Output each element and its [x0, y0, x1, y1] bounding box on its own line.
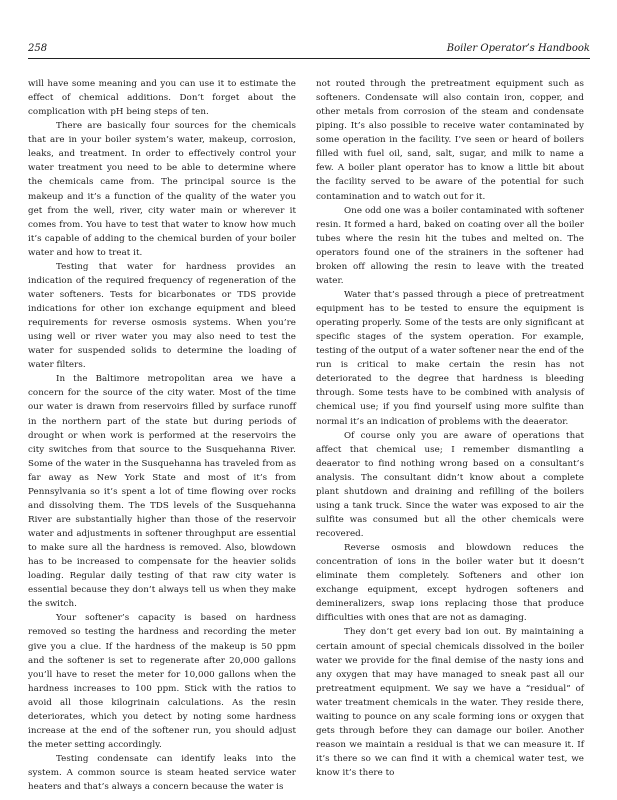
paragraph-continued: will have some meaning and you can use it to estimate the effect of chemical additions. Don’t forget about the complication with pH being steps of ten. — [28, 79, 296, 118]
paragraph-deaerator-story: Of course only you are aware of operations that affect that chemical use; I remember dismantling a deaerator to find nothing wrong based on a consultant’s analysis. The consultant didn’t know about a complete plant shutdown and draining and refilling of the boilers using a tank truck. Since the water was exposed to air the sulfite was consumed but all the other chemicals were recovered. — [316, 430, 584, 539]
paragraph-pretreatment-testing: Water that’s passed through a piece of pretreatment equipment has to be tested to ensure the equipment is operating properly. Some of the tests are only significant at specific stages of the system operation. For example, testing of the output of a water softener near the end of the run is critical to make certain the resin has not deteriorated to the degree that hardness is bleeding through. Some tests have to be combined with analysis of chemical use; if you find yourself using more sulfite than normal it’s an indication of problems with the deaerator. — [316, 289, 584, 427]
paragraph-continued: not routed through the pretreatment equipment such as softeners. Condensate will also contain iron, copper, and other metals from corrosion of the steam and condensate piping. It’s also possible to receive water contaminated by some operation in the facility. I’ve seen or heard of boilers filled with fuel oil, sand, salt, sugar, and milk to name a few. A boiler plant operator has to know a little bit about the facility served to be aware of the potential for such contamination and to watch out for it. — [316, 79, 584, 202]
header-rule — [28, 58, 590, 59]
right-column — [316, 77, 584, 782]
paragraph-softener-capacity: Your softener’s capacity is based on hardness removed so testing the hardness and recording the meter give you a clue. If the hardness of the makeup is 50 ppm and the softener is set to regenerate after 20,000 gallons you’ll have to reset the meter for 10,000 gallons when the hardness increases to 100 ppm. Stick with the ratios to avoid all those kilogrinain calculations. As the resin deteriorates, which you detect by noting some hardness increase at the end of the softener run, you should adjust the meter setting accordingly. — [28, 613, 296, 750]
left-column — [28, 77, 296, 793]
page-number: 258 — [28, 43, 48, 54]
paragraph-condensate-testing: Testing condensate can identify leaks into the system. A common source is steam heated service water heaters and that’s always a concern because the water is — [28, 754, 296, 793]
paragraph-baltimore-water: In the Baltimore metropolitan area we have a concern for the source of the city water. Most of the time our water is drawn from reservoirs filled by surface runoff in the northern part of the state but during periods of drought or when work is performed at the reservoirs the city switches from that source to the Susquehanna River. Some of the water in the Susquehanna has traveled from as far away as New York State and most of it’s from Pennsylvania so it’s spent a lot of time flowing over rocks and dissolving them. The TDS levels of the Susquehanna River are substantially higher than those of the reservoir water and adjustments in softener throughput are essential to make sure all the hardness is removed. Also, blowdown has to be increased to compensate for the heavier solids loading. Regular daily testing of that raw city water is essential because they don’t always tell us when they make the switch. — [28, 374, 296, 610]
paragraph-residual: They don’t get every bad ion out. By maintaining a certain amount of special chemicals dissolved in the boiler water we provide for the final demise of the nasty ions and any oxygen that may have managed to sneak past all our pretreatment equipment. We say we have a “residual” of water treatment chemicals in the water. They reside there, waiting to pounce on any scale forming ions or oxygen that gets through before they can damage our boiler. Another reason we maintain a residual is that we can measure it. If it’s there so we can find it with a chemical water test, we know it’s there to — [316, 627, 584, 779]
running-title: Boiler Operator’s Handbook — [446, 43, 590, 54]
page-header — [28, 43, 590, 59]
paragraph-reverse-osmosis: Reverse osmosis and blowdown reduces the concentration of ions in the boiler water but it doesn’t eliminate them completely. Softeners and other ion exchange equipment, except hydrogen softeners and demineralizers, swap ions replacing those that produce difficulties with ones that are not as damaging. — [316, 543, 584, 624]
paragraph-chemical-sources: There are basically four sources for the chemicals that are in your boiler system’s water, makeup, corrosion, leaks, and treatment. In order to effectively control your water treatment you need to be able to determine where the chemicals came from. The principal source is the makeup and it’s a function of the quality of the water you get from the well, river, city water main or wherever it comes from. You have to test that water to know how much it’s capable of adding to the chemical burden of your boiler water and how to treat it. — [28, 121, 296, 258]
paragraph-hardness-testing: Testing that water for hardness provides an indication of the required frequency of regeneration of the water softeners. Tests for bicarbonates or TDS provide indications for other ion exchange equipment and bleed requirements for reverse osmosis systems. When you’re using well or river water you may also need to test the water for suspended solids to determine the loading of water filters. — [28, 261, 296, 371]
paragraph-resin-contamination: One odd one was a boiler contaminated with softener resin. It formed a hard, baked on coating over all the boiler tubes where the resin hit the tubes and melted on. The operators found one of the strainers in the softener had broken off allowing the resin to leave with the treated water. — [316, 205, 584, 286]
